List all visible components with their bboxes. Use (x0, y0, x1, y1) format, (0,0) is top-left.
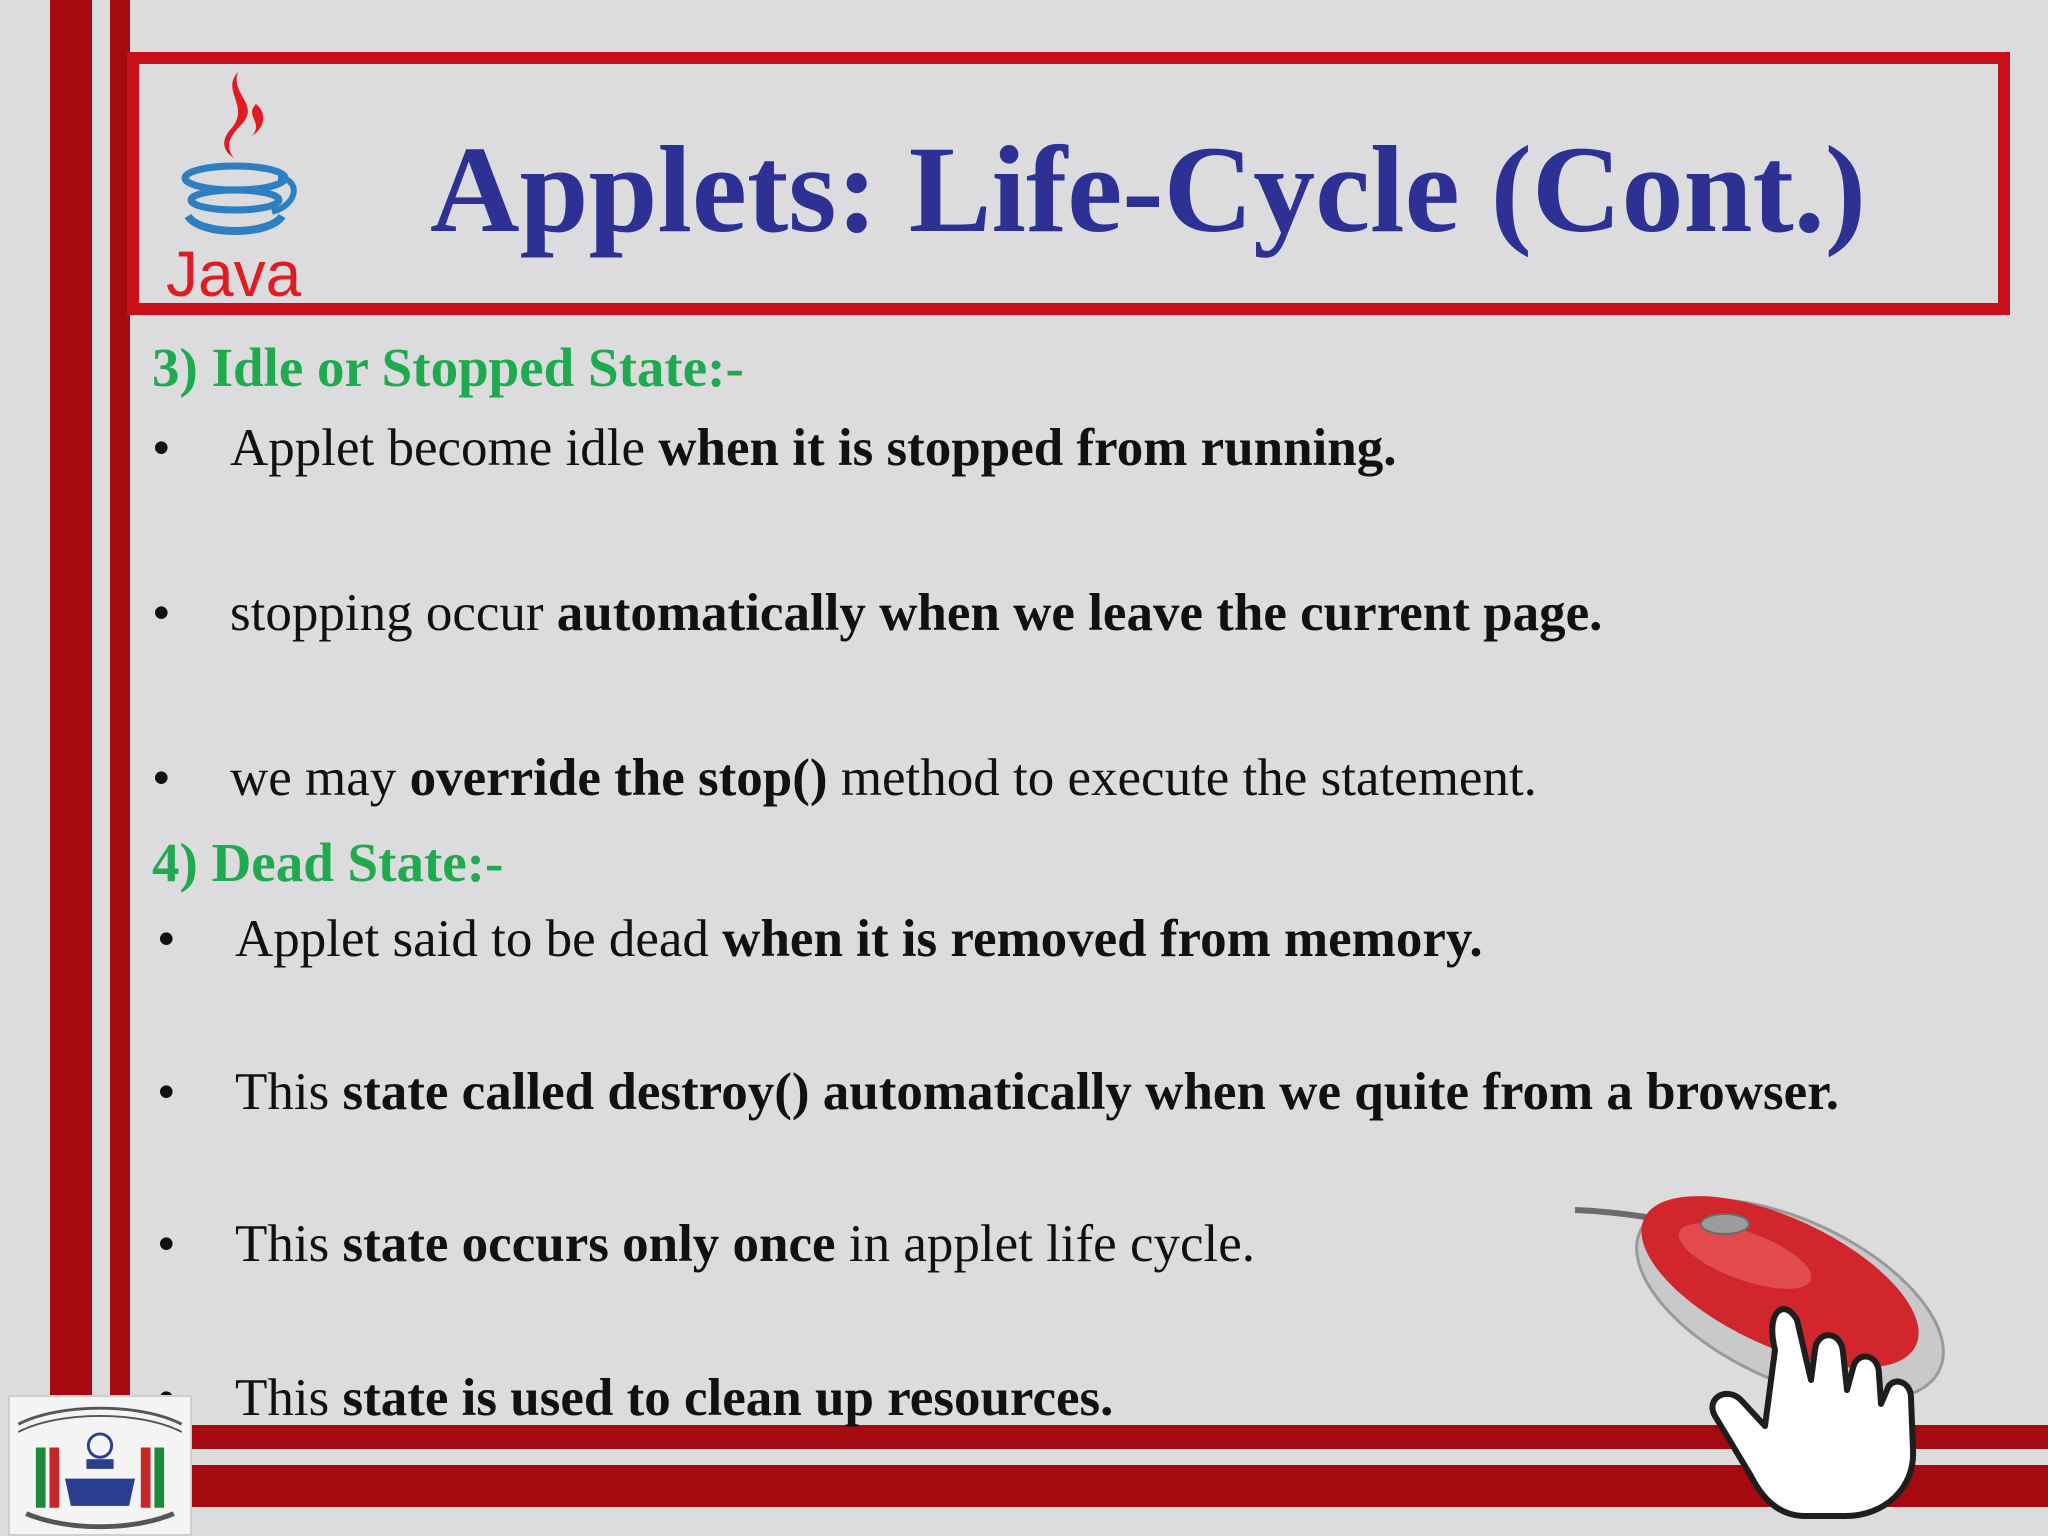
section-heading-dead: 4) Dead State:- (152, 832, 504, 893)
java-logo-icon (160, 66, 310, 306)
left-red-bar-outer (50, 0, 92, 1536)
bullet-marker: • (157, 1215, 176, 1273)
bullet-text: stopping occur automatically when we leave the current page. (230, 584, 1603, 642)
bullet-text: This state is used to clean up resources. (235, 1369, 1114, 1427)
bullet-text: Applet said to be dead when it is removed from memory. (235, 910, 1483, 968)
slide-title: Applets: Life-Cycle (Cont.) (430, 121, 1867, 258)
bullet-text: This state called destroy() automatically when we quite from a browser. (235, 1063, 1840, 1121)
bullet-text: Applet become idle when it is stopped from running. (230, 419, 1397, 477)
bullet-text: we may override the stop() method to execute the statement. (230, 749, 1537, 807)
bullet-marker: • (157, 1369, 176, 1427)
section-heading-idle: 3) Idle or Stopped State:- (152, 337, 744, 398)
bullet-marker: • (152, 749, 171, 807)
mouse-pointer-icon (1565, 1190, 1985, 1520)
bullet-marker: • (157, 1063, 176, 1121)
university-emblem-icon (8, 1395, 192, 1536)
bullet-marker: • (152, 584, 171, 642)
bullet-marker: • (152, 419, 171, 477)
bullet-text: This state occurs only once in applet life cycle. (235, 1215, 1255, 1273)
bullet-marker: • (157, 910, 176, 968)
java-logo-text: Java (166, 238, 302, 306)
